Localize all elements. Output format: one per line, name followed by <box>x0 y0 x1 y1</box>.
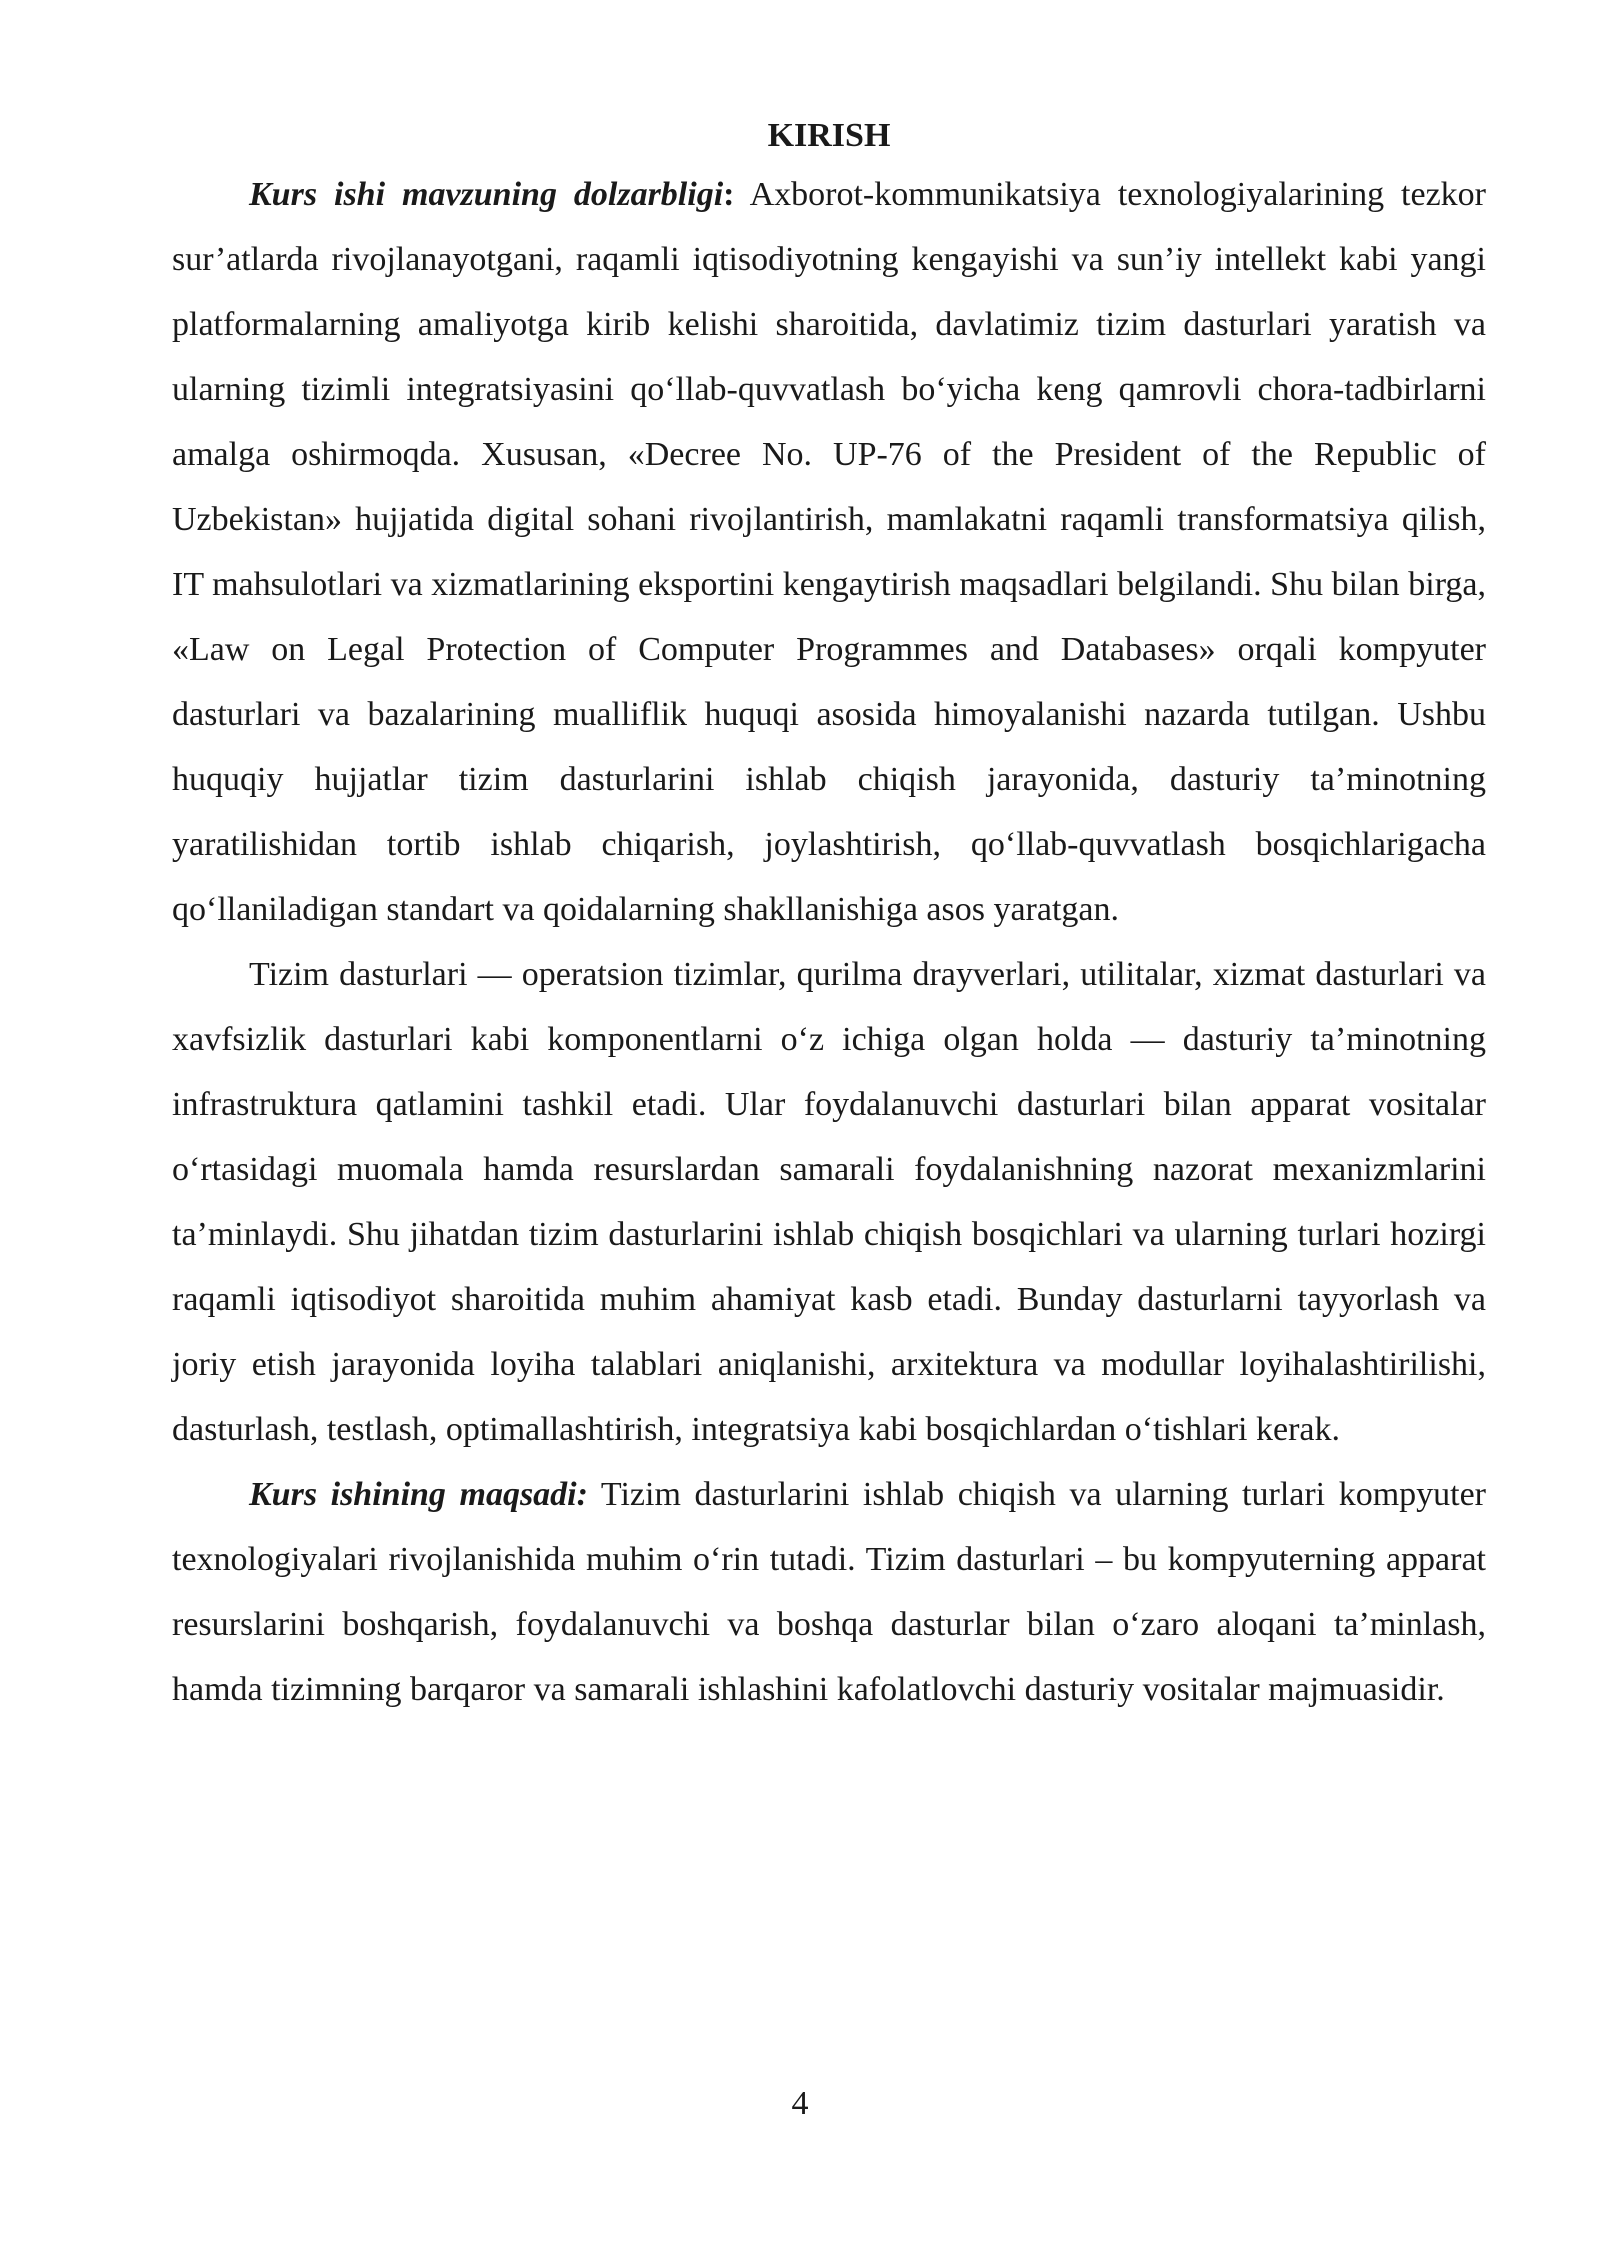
paragraph-lead: Kurs ishining maqsadi: <box>249 1476 588 1513</box>
paragraph-system-software <box>172 942 1486 1462</box>
paragraph-goal <box>172 1462 1486 1722</box>
document-page <box>172 112 1486 1722</box>
paragraph-relevance <box>172 162 1486 942</box>
paragraph-text: Tizim dasturlarini ishlab chiqish va ularning turlari kompyuter texnologiyalari rivojlanishida muhim o‘rin tutadi. Tizim dasturlari – bu kompyuterning apparat resurslarini boshqarish, foydalanuvchi va boshqa dasturlar bilan o‘zaro aloqani ta’minlash, hamda tizimning barqaror va samarali ishlashini kafolatlovchi dasturiy vositalar majmuasidir. <box>172 1476 1487 1708</box>
page-title: KIRISH <box>767 117 891 154</box>
paragraph-text: Axborot-kommunikatsiya texnologiyalarining tezkor sur’atlarda rivojlanayotgani, raqamli iqtisodiyotning kengayishi va sun’iy intellekt kabi yangi platformalarning amaliyotga kirib kelishi sharoitida, davlatimiz tizim dasturlari yaratish va ularning tizimli integratsiyasini qo‘llab-quvvatlash bo‘yicha keng qamrovli chora-tadbirlarni amalga oshirmoqda. Xususan, «Decree No. UP-76 of the President of the Republic of Uzbekistan» hujjatida digital sohani rivojlantirish, mamlakatni raqamli transformatsiya qilish, IT mahsulotlari va xizmatlarining eksportini kengaytirish maqsadlari belgilandi. Shu bilan birga, «Law on Legal Protection of Computer Programmes and Databases» orqali kompyuter dasturlari va bazalarining mualliflik huquqi asosida himoyalanishi nazarda tutilgan. Ushbu huquqiy hujjatlar tizim dasturlarini ishlab chiqish jarayonida, dasturiy ta’minotning yaratilishidan tortib ishlab chiqarish, joylashtirish, qo‘llab-quvvatlash bosqichlarigacha qo‘llaniladigan standart va qoidalarning shakllanishiga asos yaratgan. <box>172 176 1486 928</box>
page-number: 4 <box>791 2085 809 2122</box>
paragraph-lead-punct: : <box>723 176 735 213</box>
paragraph-lead: Kurs ishi mavzuning dolzarbligi <box>249 176 724 213</box>
paragraph-text: Tizim dasturlari — operatsion tizimlar, qurilma drayverlari, utilitalar, xizmat dasturlari va xavfsizlik dasturlari kabi komponentlarni o‘z ichiga olgan holda — dasturiy ta’minotning infrastruktura qatlamini tashkil etadi. Ular foydalanuvchi dasturlari bilan apparat vositalar o‘rtasidagi muomala hamda resurslardan samarali foydalanishning nazorat mexanizmlarini ta’minlaydi. Shu jihatdan tizim dasturlarini ishlab chiqish bosqichlari va ularning turlari hozirgi raqamli iqtisodiyot sharoitida muhim ahamiyat kasb etadi. Bunday dasturlarni tayyorlash va joriy etish jarayonida loyiha talablari aniqlanishi, arxitektura va modullar loyihalashtirilishi, dasturlash, testlash, optimallashtirish, integratsiya kabi bosqichlardan o‘tishlari kerak. <box>172 956 1486 1448</box>
